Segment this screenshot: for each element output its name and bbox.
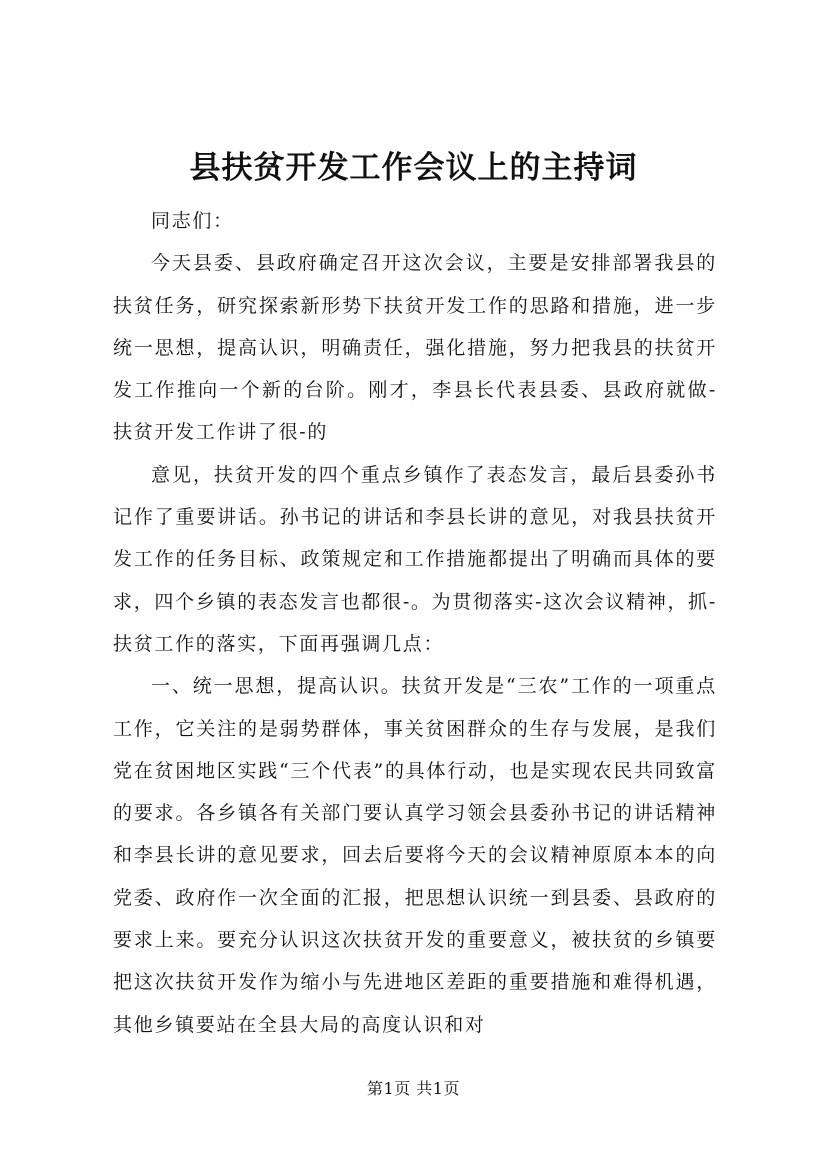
paragraph-summary: 意见，扶贫开发的四个重点乡镇作了表态发言，最后县委孙书记作了重要讲话。孙书记的讲话和李县长讲的意见，对我县扶贫开发工作的任务目标、政策规定和工作措施都提出了明确而具体的要求，四个乡镇的表态发言也都很-。为贯彻落实-这次会议精神，抓-扶贫工作的落实，下面再强调几点： bbox=[113, 463, 717, 655]
document-body bbox=[113, 200, 717, 1046]
page-footer: 第1页 共1页 bbox=[367, 1079, 460, 1098]
document-title: 县扶贫开发工作会议上的主持词 bbox=[189, 150, 638, 186]
paragraph-point-one: 一、统一思想，提高认识。扶贫开发是“三农”工作的一项重点工作，它关注的是弱势群体，事关贫困群众的生存与发展，是我们党在贫困地区实践“三个代表”的具体行动，也是实现农民共同致富的要求。各乡镇各有关部门要认真学习领会县委孙书记的讲话精神和李县长讲的意见要求，回去后要将今天的会议精神原原本本的向党委、政府作一次全面的汇报，把思想认识统一到县委、县政府的要求上来。要充分认识这次扶贫开发的重要意义，被扶贫的乡镇要把这次扶贫开发作为缩小与先进地区差距的重要措施和难得机遇，其他乡镇要站在全县大局的高度认识和对 bbox=[113, 675, 717, 1036]
paragraph-salutation: 同志们： bbox=[151, 210, 234, 232]
paragraph-intro: 今天县委、县政府确定召开这次会议，主要是安排部署我县的扶贫任务，研究探索新形势下扶贫开发工作的思路和措施，进一步统一思想，提高认识，明确责任，强化措施，努力把我县的扶贫开发工作推向一个新的台阶。刚才，李县长代表县委、县政府就做-扶贫开发工作讲了很-的 bbox=[113, 252, 717, 444]
